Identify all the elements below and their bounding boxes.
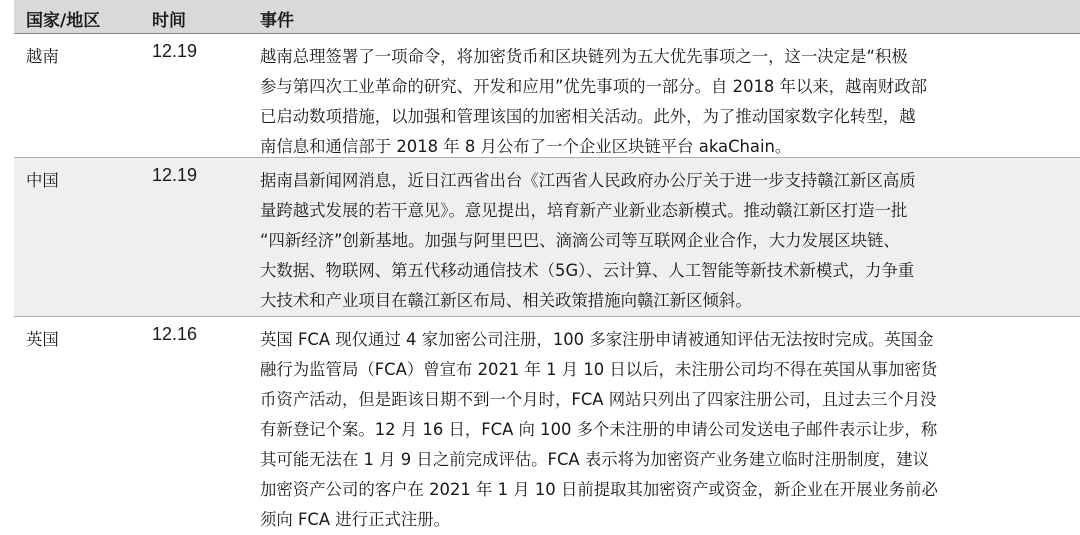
- table-row-vietnam: [14, 34, 1080, 158]
- header-event: 事件: [260, 11, 294, 31]
- row-event: 英国 FCA 现仅通过 4 家加密公司注册，100 多家注册申请被通知评估无法按时完成。英国金 融行为监管局（FCA）曾宣布 2021 年 1 月 10 日以后，未注册公司均不得在英国从事加密货 币资产活动，但是距该日期不到一个月时，FCA 网站只列出了四家注册公司，且过去三个月没 有新登记个案。12 月 16 日，FCA 向 100 多个未注册的申请公司发送电子邮件表示让步，称 其可能无法在 1 月 9 日之前完成评估。FCA 表示将为加密资产业务建立临时注册制度，建议 加密资产公司的客户在 2021 年 1 月 10 日前提取其加密资产或资金，新企业在开展业务前必 须向 FCA 进行正式注册。: [260, 330, 938, 529]
- row-event: 越南总理签署了一项命令，将加密货币和区块链列为五大优先事项之一，这一决定是“积极 参与第四次工业革命的研究、开发和应用”优先事项的一部分。自 2018 年以来，越南财政部 已启动数项措施，以加强和管理该国的加密相关活动。此外，为了推动国家数字化转型，越 南信息和通信部于 2018 年 8 月公布了一个企业区块链平台 akaChain。: [260, 47, 928, 156]
- row-country: 英国: [26, 330, 59, 349]
- row-country: 中国: [26, 171, 59, 190]
- row-time: 12.19: [152, 41, 198, 61]
- header-country: 国家/地区: [26, 11, 101, 31]
- header-time: 时间: [152, 11, 186, 31]
- table-row-china: [14, 158, 1080, 317]
- table-header: [14, 0, 1080, 34]
- row-time: 12.16: [152, 324, 198, 344]
- row-country: 越南: [26, 47, 59, 66]
- row-time: 12.19: [152, 165, 198, 185]
- row-event: 据南昌新闻网消息，近日江西省出台《江西省人民政府办公厅关于进一步支持赣江新区高质 量跨越式发展的若干意见》。意见提出，培育新产业新业态新模式。推动赣江新区打造一批 “四新经济”创新基地。加强与阿里巴巴、滴滴公司等互联网企业合作，大力发展区块链、 大数据、物联网、第五代移动通信技术（5G）、云计算、人工智能等新技术新模式，力争重 大技术和产业项目在赣江新区布局、相关政策措施向赣江新区倾斜。: [260, 171, 916, 310]
- table-row-uk: [14, 317, 1080, 531]
